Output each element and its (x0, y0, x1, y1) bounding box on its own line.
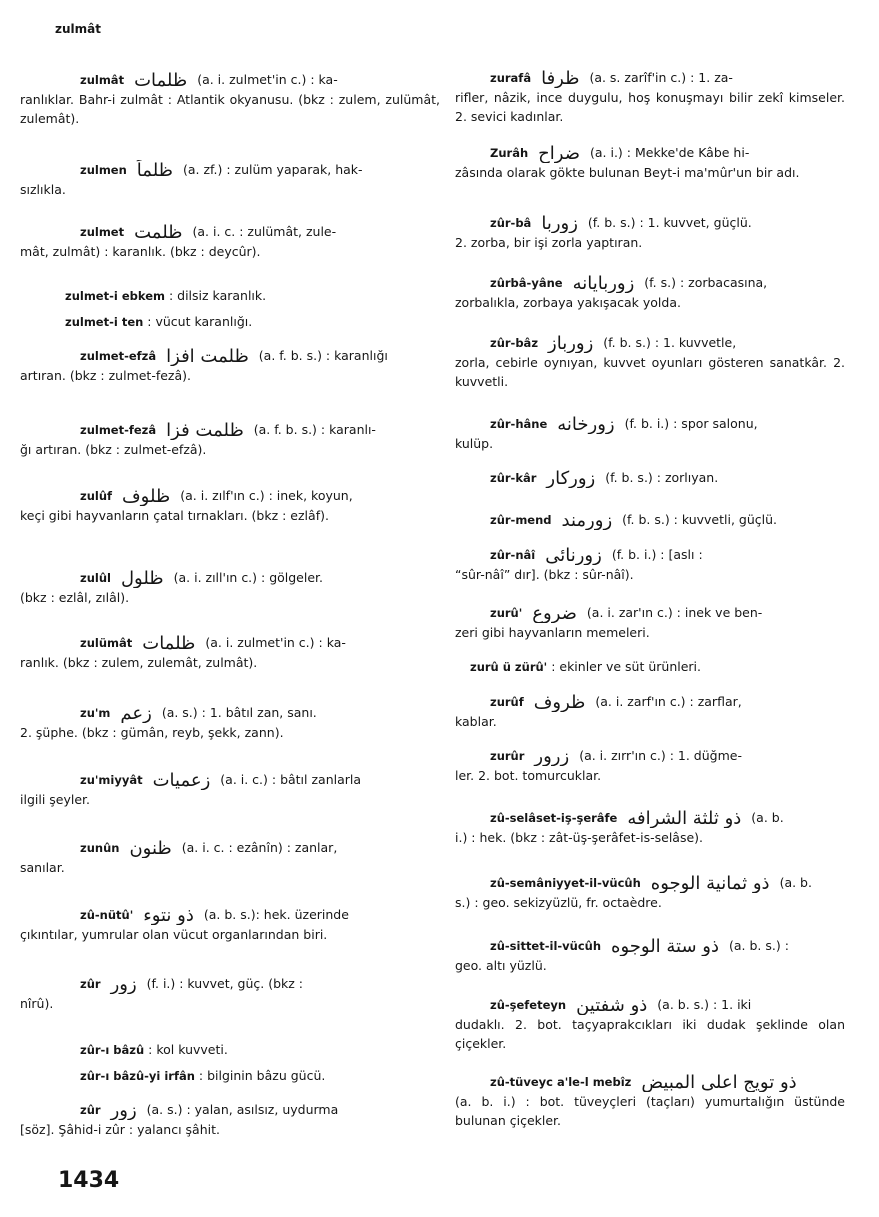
entry-definition-continued: i.) : hek. (bkz : zât-üş-şerâfet-is-selâse). (455, 830, 704, 845)
dictionary-entry (20, 905, 440, 944)
dictionary-entry (20, 838, 440, 877)
entry-first-line (455, 333, 845, 353)
entry-arabic-script: ذو نتوء (143, 905, 194, 925)
entry-arabic-script: زورباز (548, 333, 594, 353)
entry-arabic-script: ظروف (533, 692, 586, 712)
entry-first-line (455, 808, 845, 828)
entry-arabic-script: ظلمات (142, 633, 196, 653)
dictionary-entry (20, 312, 440, 332)
entry-first-line (20, 974, 440, 994)
entry-first-line (455, 692, 845, 712)
entry-definition-continued: 2. zorba, bir işi zorla yaptıran. (455, 235, 643, 250)
dictionary-entry (20, 70, 440, 128)
entry-first-line (20, 222, 440, 242)
entry-headword: zû-tüveyc a'le-l mebîz (490, 1075, 632, 1089)
entry-arabic-script: زورمند (561, 510, 613, 530)
entry-arabic-script: زور (110, 974, 137, 994)
entry-arabic-script: ضروع (532, 603, 577, 623)
entry-headword: zûr-kâr (490, 471, 537, 485)
entry-definition-start: (a. s.) : 1. bâtıl zan, sanı. (161, 705, 317, 720)
dictionary-entry (455, 1072, 845, 1130)
entry-definition-continued: zorbalıkla, zorbaya yakışacak yolda. (455, 295, 681, 310)
entry-definition-start: (a. zf.) : zulüm yaparak, hak- (182, 162, 363, 177)
entry-definition-continued: (a. b. i.) : bot. tüveyçleri (taçları) yumurtalığın üstünde bulunan çiçekler. (455, 1094, 845, 1128)
entry-first-line (20, 1100, 440, 1120)
entry-arabic-script: ظلمات (134, 70, 188, 90)
entry-arabic-script: ذو ثمانية الوجوه (650, 873, 770, 893)
dictionary-entry (20, 420, 440, 459)
running-head: zulmât (55, 22, 101, 36)
entry-first-line (455, 545, 845, 565)
entry-definition-continued: dudaklı. 2. bot. taçyaprakcıkları iki dudak şeklinde olan çiçekler. (455, 1017, 845, 1051)
entry-headword: zulûf (80, 489, 113, 503)
entry-definition-continued: zorla, cebirle oynıyan, kuvvet oyunları gösteren sanatkâr. 2. kuvvetli. (455, 355, 845, 389)
entry-first-line (20, 770, 440, 790)
entry-definition-start: (f. b. s.) : 1. kuvvetle, (603, 335, 737, 350)
entry-headword: zûr-bâ (490, 216, 532, 230)
entry-definition-start: (f. b. i.) : [aslı : (611, 547, 703, 562)
entry-first-line (20, 568, 440, 588)
entry-definition-start: : ekinler ve süt ürünleri. (551, 659, 701, 674)
dictionary-entry (455, 692, 845, 731)
page-number: 1434 (58, 1168, 120, 1193)
entry-headword: zû-nütû' (80, 908, 134, 922)
entry-definition-start: (a. i.) : Mekke'de Kâbe hi- (590, 145, 750, 160)
dictionary-entry (20, 633, 440, 672)
entry-arabic-script: زور (110, 1100, 137, 1120)
entry-headword: zulmet-i ten (65, 315, 144, 329)
entry-first-line (455, 603, 845, 623)
entry-definition-start: (a. i. zulmet'in c.) : ka- (205, 635, 346, 650)
dictionary-entry (455, 657, 845, 677)
entry-definition-start: : vücut karanlığı. (147, 314, 253, 329)
dictionary-entry (455, 68, 845, 126)
entry-headword: zûr (80, 977, 101, 991)
entry-definition-continued: rifler, nâzik, ince duygulu, hoş konuşmayı bilir zekî kimseler. 2. sevici kadınlar. (455, 90, 845, 124)
entry-first-line (455, 213, 845, 233)
entry-first-line (455, 468, 845, 488)
entry-headword: zû-semâniyyet-il-vücûh (490, 876, 641, 890)
entry-first-line (455, 936, 845, 956)
entry-headword: zû-şefeteyn (490, 998, 567, 1012)
entry-arabic-script: ذو شفتين (576, 995, 648, 1015)
entry-definition-continued: geo. altı yüzlü. (455, 958, 547, 973)
entry-first-line (20, 905, 440, 925)
entry-first-line (455, 273, 845, 293)
dictionary-entry (455, 468, 845, 488)
entry-definition-continued: ğı artıran. (bkz : zulmet-efzâ). (20, 442, 207, 457)
dictionary-entry (20, 1100, 440, 1139)
dictionary-entry (455, 936, 845, 975)
dictionary-entry (455, 873, 845, 912)
entry-definition-continued: nîrû). (20, 996, 54, 1011)
entry-definition-start: (f. b. s.) : kuvvetli, güçlü. (622, 512, 778, 527)
dictionary-entry (20, 1040, 440, 1060)
entry-definition-continued: ranlıklar. Bahr-i zulmât : Atlantik okyanusu. (bkz : zulem, zulümât, zulemât). (20, 92, 440, 126)
entry-definition-start: (a. i. c. : zulümât, zule- (192, 224, 337, 239)
dictionary-entry (455, 746, 845, 785)
dictionary-entry (455, 273, 845, 312)
dictionary-entry (20, 286, 440, 306)
entry-definition-start: (f. b. i.) : spor salonu, (624, 416, 758, 431)
entry-first-line (455, 1072, 845, 1092)
entry-definition-start: (a. f. b. s.) : karanlı- (253, 422, 376, 437)
entry-headword: zu'm (80, 706, 111, 720)
entry-headword: zulmet-fezâ (80, 423, 157, 437)
entry-definition-start: (a. b. s.) : 1. iki (657, 997, 752, 1012)
dictionary-entry (455, 545, 845, 584)
entry-arabic-script: ذو ثلثة الشرافه (627, 808, 742, 828)
entry-headword: zurû' (490, 606, 523, 620)
entry-definition-continued: ranlık. (bkz : zulem, zulemât, zulmât). (20, 655, 258, 670)
entry-first-line (20, 160, 440, 180)
dictionary-entry (20, 770, 440, 809)
entry-definition-continued: 2. şüphe. (bkz : gümân, reyb, şekk, zann). (20, 725, 284, 740)
entry-definition-start: (a. i. zulmet'in c.) : ka- (197, 72, 338, 87)
entry-first-line (20, 286, 440, 306)
entry-first-line (455, 510, 845, 530)
entry-headword: zulümât (80, 636, 133, 650)
entry-headword: zulmet-efzâ (80, 349, 157, 363)
entry-arabic-script: ذو ستة الوجوه (611, 936, 720, 956)
entry-arabic-script: زعم (120, 703, 152, 723)
entry-headword: zulûl (80, 571, 111, 585)
entry-headword: zurûf (490, 695, 524, 709)
entry-arabic-script: ظنون (129, 838, 172, 858)
entry-first-line (20, 70, 440, 90)
entry-arabic-script: ظلوف (122, 486, 171, 506)
entry-arabic-script: زوركار (546, 468, 596, 488)
entry-definition-start: (f. i.) : kuvvet, güç. (bkz : (146, 976, 304, 991)
entry-headword: Zurâh (490, 146, 529, 160)
entry-definition-start: (a. i. zarf'ın c.) : zarflar, (595, 694, 742, 709)
entry-definition-continued: artıran. (bkz : zulmet-fezâ). (20, 368, 192, 383)
entry-arabic-script: زوربايانه (572, 273, 635, 293)
entry-first-line (20, 838, 440, 858)
entry-headword: zûr-bâz (490, 336, 539, 350)
entry-definition-continued: sanılar. (20, 860, 65, 875)
entry-headword: zû-selâset-iş-şerâfe (490, 811, 618, 825)
entry-arabic-script: ضراح (538, 143, 580, 163)
entry-headword: zulmet-i ebkem (65, 289, 165, 303)
entry-headword: zulmât (80, 73, 125, 87)
entry-first-line (20, 1040, 440, 1060)
entry-headword: zûr-nâî (490, 548, 536, 562)
entry-definition-continued: ler. 2. bot. tomurcuklar. (455, 768, 602, 783)
dictionary-entry (20, 1066, 440, 1086)
entry-arabic-script: ذو تويج اعلى المبيض (641, 1072, 797, 1092)
entry-definition-start: (a. b. (779, 875, 812, 890)
entry-arabic-script: ظلمت (134, 222, 183, 242)
entry-first-line (455, 657, 845, 677)
entry-definition-start: (a. i. c. : ezânîn) : zanlar, (181, 840, 338, 855)
entry-headword: zûr-hâne (490, 417, 548, 431)
entry-definition-continued: (bkz : ezlâl, zılâl). (20, 590, 130, 605)
entry-arabic-script: زورنائى (545, 545, 602, 565)
entry-definition-start: (a. s. zarîf'in c.) : 1. za- (589, 70, 733, 85)
dictionary-entry (455, 414, 845, 453)
entry-definition-continued: kulüp. (455, 436, 494, 451)
entry-definition-continued: zâsında olarak gökte bulunan Beyt-i ma'mûr'un bir adı. (455, 165, 800, 180)
entry-arabic-script: ظلول (120, 568, 164, 588)
entry-headword: zûr-ı bâzû-yi irfân (80, 1069, 195, 1083)
dictionary-entry (455, 808, 845, 847)
entry-headword: zurafâ (490, 71, 532, 85)
entry-first-line (455, 143, 845, 163)
dictionary-entry (20, 486, 440, 525)
dictionary-entry (20, 160, 440, 199)
entry-arabic-script: زرور (534, 746, 570, 766)
entry-headword: zûr-ı bâzû (80, 1043, 145, 1057)
entry-headword: zûrbâ-yâne (490, 276, 563, 290)
entry-arabic-script: زوربا (541, 213, 578, 233)
entry-first-line (20, 312, 440, 332)
dictionary-entry (455, 143, 845, 182)
entry-headword: zû-sittet-il-vücûh (490, 939, 602, 953)
entry-definition-start: : bilginin bâzu gücü. (198, 1068, 326, 1083)
entry-definition-start: (f. b. s.) : 1. kuvvet, güçlü. (587, 215, 752, 230)
entry-definition-start: (a. f. b. s.) : karanlığı (258, 348, 388, 363)
entry-definition-start: (a. b. s.): hek. üzerinde (203, 907, 349, 922)
dictionary-entry (455, 510, 845, 530)
entry-first-line (455, 995, 845, 1015)
entry-first-line (455, 68, 845, 88)
entry-definition-start: (a. s.) : yalan, asılsız, uydurma (146, 1102, 339, 1117)
entry-definition-start: (a. i. zıll'ın c.) : gölgeler. (173, 570, 324, 585)
entry-definition-continued: s.) : geo. sekizyüzlü, fr. octaèdre. (455, 895, 662, 910)
entry-definition-continued: ilgili şeyler. (20, 792, 91, 807)
entry-definition-continued: zeri gibi hayvanların memeleri. (455, 625, 650, 640)
dictionary-entry (455, 995, 845, 1053)
entry-headword: zurûr (490, 749, 525, 763)
entry-headword: zunûn (80, 841, 120, 855)
entry-definition-start: (f. s.) : zorbacasına, (644, 275, 768, 290)
entry-definition-continued: “sûr-nâî” dır]. (bkz : sûr-nâî). (455, 567, 634, 582)
entry-definition-continued: mât, zulmât) : karanlık. (bkz : deycûr). (20, 244, 261, 259)
entry-arabic-script: زعميات (152, 770, 211, 790)
entry-definition-continued: [söz]. Şâhid-i zûr : yalancı şâhit. (20, 1122, 220, 1137)
entry-arabic-script: ظرفا (541, 68, 580, 88)
entry-definition-continued: kablar. (455, 714, 497, 729)
entry-definition-continued: keçi gibi hayvanların çatal tırnakları. (bkz : ezlâf). (20, 508, 329, 523)
entry-arabic-script: زورخانه (557, 414, 615, 434)
entry-headword: zûr (80, 1103, 101, 1117)
entry-definition-start: (a. i. zırr'ın c.) : 1. düğme- (579, 748, 742, 763)
dictionary-entry (455, 213, 845, 252)
entry-definition-start: (a. i. c.) : bâtıl zanlarla (220, 772, 362, 787)
entry-first-line (455, 873, 845, 893)
dictionary-entry (20, 974, 440, 1013)
entry-definition-continued: sızlıkla. (20, 182, 66, 197)
entry-arabic-script: ظلماً (136, 160, 173, 180)
dictionary-entry (20, 222, 440, 261)
entry-headword: zurû ü zürû' (470, 660, 548, 674)
entry-headword: zûr-mend (490, 513, 552, 527)
entry-definition-start: (a. i. zılf'ın c.) : inek, koyun, (180, 488, 353, 503)
entry-first-line (20, 633, 440, 653)
entry-first-line (20, 1066, 440, 1086)
entry-first-line (455, 414, 845, 434)
dictionary-entry (455, 333, 845, 391)
entry-arabic-script: ظلمت افزا (166, 346, 249, 366)
entry-first-line (20, 420, 440, 440)
dictionary-entry (20, 346, 440, 385)
entry-definition-start: (a. i. zar'ın c.) : inek ve ben- (586, 605, 763, 620)
entry-first-line (455, 746, 845, 766)
entry-definition-start: (a. b. (751, 810, 784, 825)
entry-definition-continued: çıkıntılar, yumrular olan vücut organlarından biri. (20, 927, 328, 942)
entry-headword: zu'miyyât (80, 773, 143, 787)
entry-headword: zulmen (80, 163, 127, 177)
entry-definition-start: (a. b. s.) : (729, 938, 789, 953)
dictionary-entry (20, 568, 440, 607)
entry-headword: zulmet (80, 225, 125, 239)
entry-definition-start: (f. b. s.) : zorlıyan. (605, 470, 719, 485)
entry-definition-start: : kol kuvveti. (148, 1042, 228, 1057)
entry-first-line (20, 703, 440, 723)
entry-first-line (20, 486, 440, 506)
dictionary-entry (455, 603, 845, 642)
entry-arabic-script: ظلمت فزا (166, 420, 244, 440)
entry-definition-start: : dilsiz karanlık. (168, 288, 267, 303)
dictionary-entry (20, 703, 440, 742)
entry-first-line (20, 346, 440, 366)
